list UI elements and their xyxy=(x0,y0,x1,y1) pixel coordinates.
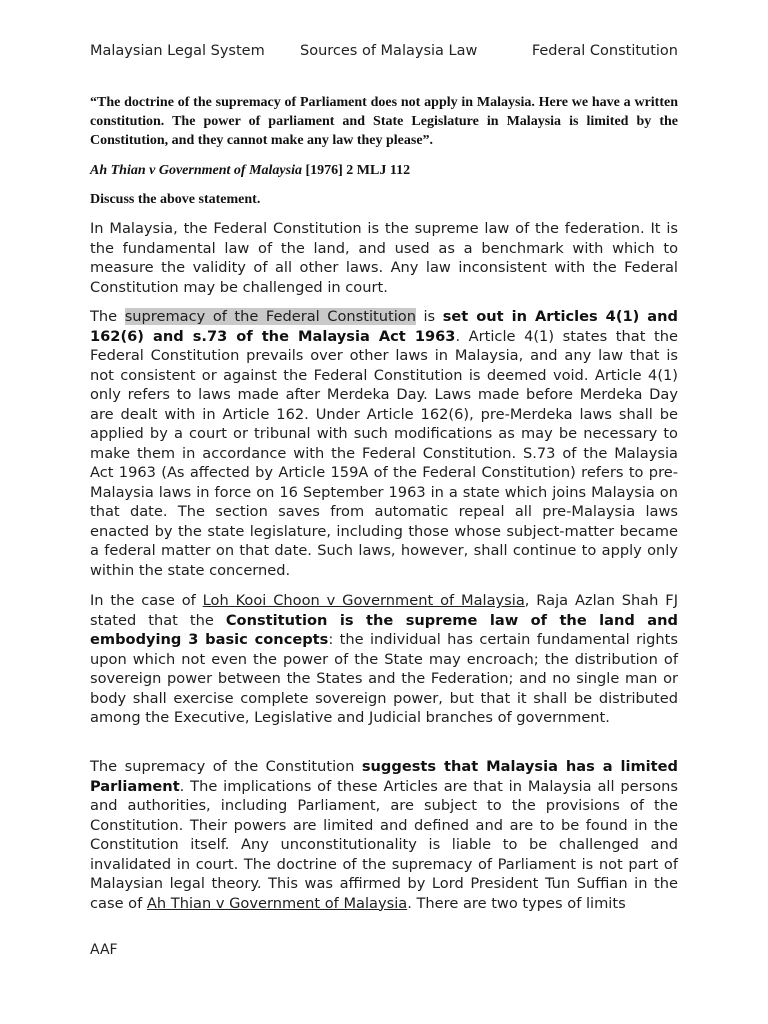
case-name-ah-thian: Ah Thian v Government of Malaysia xyxy=(146,894,408,912)
paragraph-1: In Malaysia, the Federal Constitution is the supreme law of the federation. It is the fundamental law of the land, and used as a benchmark with which to measure the validity of all other laws. Any law inconsistent with the Federal Constitution may be challenged in court. xyxy=(90,220,678,296)
p2-text-2: is xyxy=(415,308,443,325)
p3-text-1: In the case of xyxy=(90,592,203,609)
highlighted-phrase: supremacy of the Federal Constitution xyxy=(124,308,416,325)
p2-text-3: . Article 4(1) states that the Federal Constitution prevails over other laws in Malaysia, and any law that is not consistent or against the Federal Constitution is deemed void. Article 4(1) only refers to laws made after Merdeka Day. Laws made before Merdeka Day are dealt with in Article 162. Under Article 162(6), pre-Merdeka laws shall be applied by a court or tribunal with such modifications as may be necessary to make them in accordance with the Federal Constitution. S.73 of the Malaysia Act 1963 (As affected by Article 159A of the Federal Constitution) refers to pre-Malaysia laws in force on 16 September 1963 in a state which joins Malaysia on that date. The section saves from automatic repeal all pre-Malaysia laws enacted by the state legislature, including those whose subject-matter became a federal matter on that date. Such laws, however, shall continue to apply only within the state concerned. xyxy=(90,327,678,579)
p2-text-1: The xyxy=(90,308,125,325)
paragraph-2 xyxy=(90,307,678,580)
case-reference xyxy=(90,161,678,181)
case-reference-name: Ah Thian v Government of Malaysia xyxy=(90,163,302,178)
page-header xyxy=(90,43,678,65)
p4-bold-phrase: suggests that Malaysia has a limited Parliament xyxy=(90,758,678,795)
paragraph-3 xyxy=(90,591,678,728)
question-quote: “The doctrine of the supremacy of Parliament does not apply in Malaysia. Here we have a written constitution. The power of parliament and State Legislature in Malaysia is limited by the Constitution, and they cannot make any law they please”. xyxy=(90,95,678,148)
p2-bold-phrase: set out in Articles 4(1) and 162(6) and s.73 of the Malaysia Act 1963 xyxy=(90,308,678,345)
p3-text-3: : the individual has certain fundamental rights upon which not even the power of the State may encroach; the distribution of sovereign power between the States and the Federation; and no single man or body shall exercise complete sovereign power, but that it shall be distributed among the Executive, Legislative and Judicial branches of government. xyxy=(90,631,678,726)
p4-text-3: . There are two types of limits xyxy=(407,894,626,912)
header-subject: Malaysian Legal System xyxy=(90,43,265,59)
page-footer: AAF xyxy=(90,942,118,958)
instruction: Discuss the above statement. xyxy=(90,192,261,207)
p4-text-2: . The implications of these Articles are that in Malaysia all persons and authorities, including Parliament, are subject to the provisions of the Constitution. Their powers are limited and defined and are to be found in the Constitution itself. Any unconstitutionality is liable to be challenged and invalidated in court. The doctrine of the supremacy of Parliament is not part of Malaysian legal theory. This was affirmed by Lord President Tun Suffian in the case of xyxy=(90,777,678,912)
paragraph-4 xyxy=(90,757,678,913)
header-section: Federal Constitution xyxy=(531,43,678,59)
header-topic: Sources of Malaysia Law xyxy=(300,43,478,59)
p3-bold-phrase: Constitution is the supreme law of the land and embodying 3 basic concepts xyxy=(90,611,678,648)
case-reference-citation: [1976] 2 MLJ 112 xyxy=(301,163,411,178)
case-name-loh-kooi-choon: Loh Kooi Choon v Government of Malaysia xyxy=(202,592,525,609)
p3-text-2: , Raja Azlan Shah FJ stated that the xyxy=(90,592,678,629)
p4-text-1: The supremacy of the Constitution xyxy=(90,758,362,775)
